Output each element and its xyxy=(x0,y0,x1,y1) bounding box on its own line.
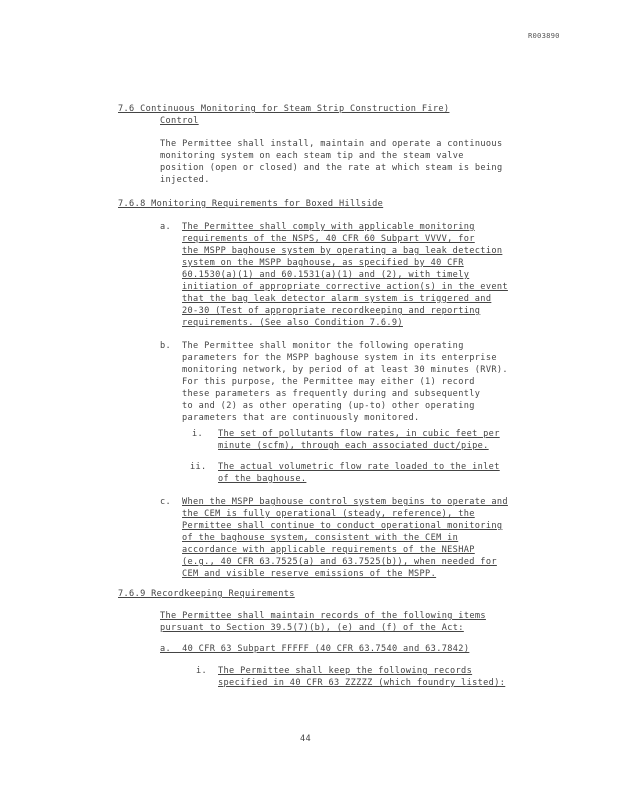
item-b-line: For this purpose, the Permittee may either (1) record xyxy=(182,377,475,387)
item-769a: a. 40 CFR 63 Subpart FFFFF (40 CFR 63.7540 and 63.7842) xyxy=(160,644,470,654)
body-line: pursuant to Section 39.5(7)(b), (e) and (f) of the Act: xyxy=(160,623,464,633)
sub-ii-line: of the baghouse. xyxy=(218,474,307,484)
item-a-line: initiation of appropriate corrective action(s) in the event xyxy=(182,282,508,292)
item-769a-i-label: i. xyxy=(196,666,208,676)
body-line: The Permittee shall maintain records of the following items xyxy=(160,611,486,621)
item-b-label: b. xyxy=(160,341,172,351)
section-heading-7-6: 7.6 Continuous Monitoring for Steam Strip Construction Fire) xyxy=(118,104,450,114)
item-b-line: parameters that are continuously monitored. xyxy=(182,413,420,423)
item-a-line: the MSPP baghouse system by operating a bag leak detection xyxy=(182,246,503,256)
item-a-line: 20-30 (Test of appropriate recordkeeping and reporting xyxy=(182,306,481,316)
item-c-line: of the baghouse system, consistent with the CEM in xyxy=(182,533,459,543)
item-b-line: these parameters as frequently during and subsequently xyxy=(182,389,481,399)
item-a-line: that the bag leak detector alarm system is triggered and xyxy=(182,294,492,304)
item-769a-i-line: specified in 40 CFR 63 ZZZZZ (which foundry listed): xyxy=(218,678,506,688)
item-769a-i-line: The Permittee shall keep the following records xyxy=(218,666,473,676)
item-c-line: the CEM is fully operational (steady, reference), the xyxy=(182,509,475,519)
section-heading-7-6-9: 7.6.9 Recordkeeping Requirements xyxy=(118,589,295,599)
item-b-line: monitoring network, by period of at least 30 minutes (RVR). xyxy=(182,365,508,375)
item-a-line: The Permittee shall comply with applicable monitoring xyxy=(182,222,475,232)
sub-ii-line: The actual volumetric flow rate loaded to the inlet xyxy=(218,462,500,472)
item-c-line: CEM and visible reserve emissions of the MSPP. xyxy=(182,569,437,579)
sub-i-line: minute (scfm), through each associated duct/pipe. xyxy=(218,441,489,451)
sub-i-line: The set of pollutants flow rates, in cubic feet per xyxy=(218,429,500,439)
item-c-label: c. xyxy=(160,497,172,507)
body-line: injected. xyxy=(160,175,210,185)
body-line: The Permittee shall install, maintain and operate a continuous xyxy=(160,139,503,149)
sub-i-label: i. xyxy=(192,429,204,439)
body-line: monitoring system on each steam tip and the steam valve xyxy=(160,151,464,161)
item-b-line: The Permittee shall monitor the following operating xyxy=(182,341,464,351)
item-c-line: (e.g., 40 CFR 63.7525(a) and 63.7525(b)), when needed for xyxy=(182,557,497,567)
item-a-line: requirements. (See also Condition 7.6.9) xyxy=(182,318,403,328)
item-a-line: system on the MSPP baghouse, as specified by 40 CFR xyxy=(182,258,464,268)
item-b-line: parameters for the MSPP baghouse system in its enterprise xyxy=(182,353,497,363)
item-b-line: to and (2) as other operating (up-to) other operating xyxy=(182,401,475,411)
item-a-line: requirements of the NSPS, 40 CFR 60 Subpart VVVV, for xyxy=(182,234,475,244)
item-c-line: accordance with applicable requirements of the NESHAP xyxy=(182,545,475,555)
document-id: R003890 xyxy=(528,31,560,40)
item-c-line: When the MSPP baghouse control system begins to operate and xyxy=(182,497,508,507)
item-c-line: Permittee shall continue to conduct operational monitoring xyxy=(182,521,503,531)
item-a-line: 60.1530(a)(1) and 60.1531(a)(1) and (2), with timely xyxy=(182,270,470,280)
item-a-label: a. xyxy=(160,222,172,232)
section-heading-7-6-8: 7.6.8 Monitoring Requirements for Boxed Hillside xyxy=(118,199,384,209)
section-heading-7-6-cont: Control xyxy=(160,116,199,126)
sub-ii-label: ii. xyxy=(190,462,207,472)
page-number: 44 xyxy=(300,734,312,744)
body-line: position (open or closed) and the rate at which steam is being xyxy=(160,163,503,173)
